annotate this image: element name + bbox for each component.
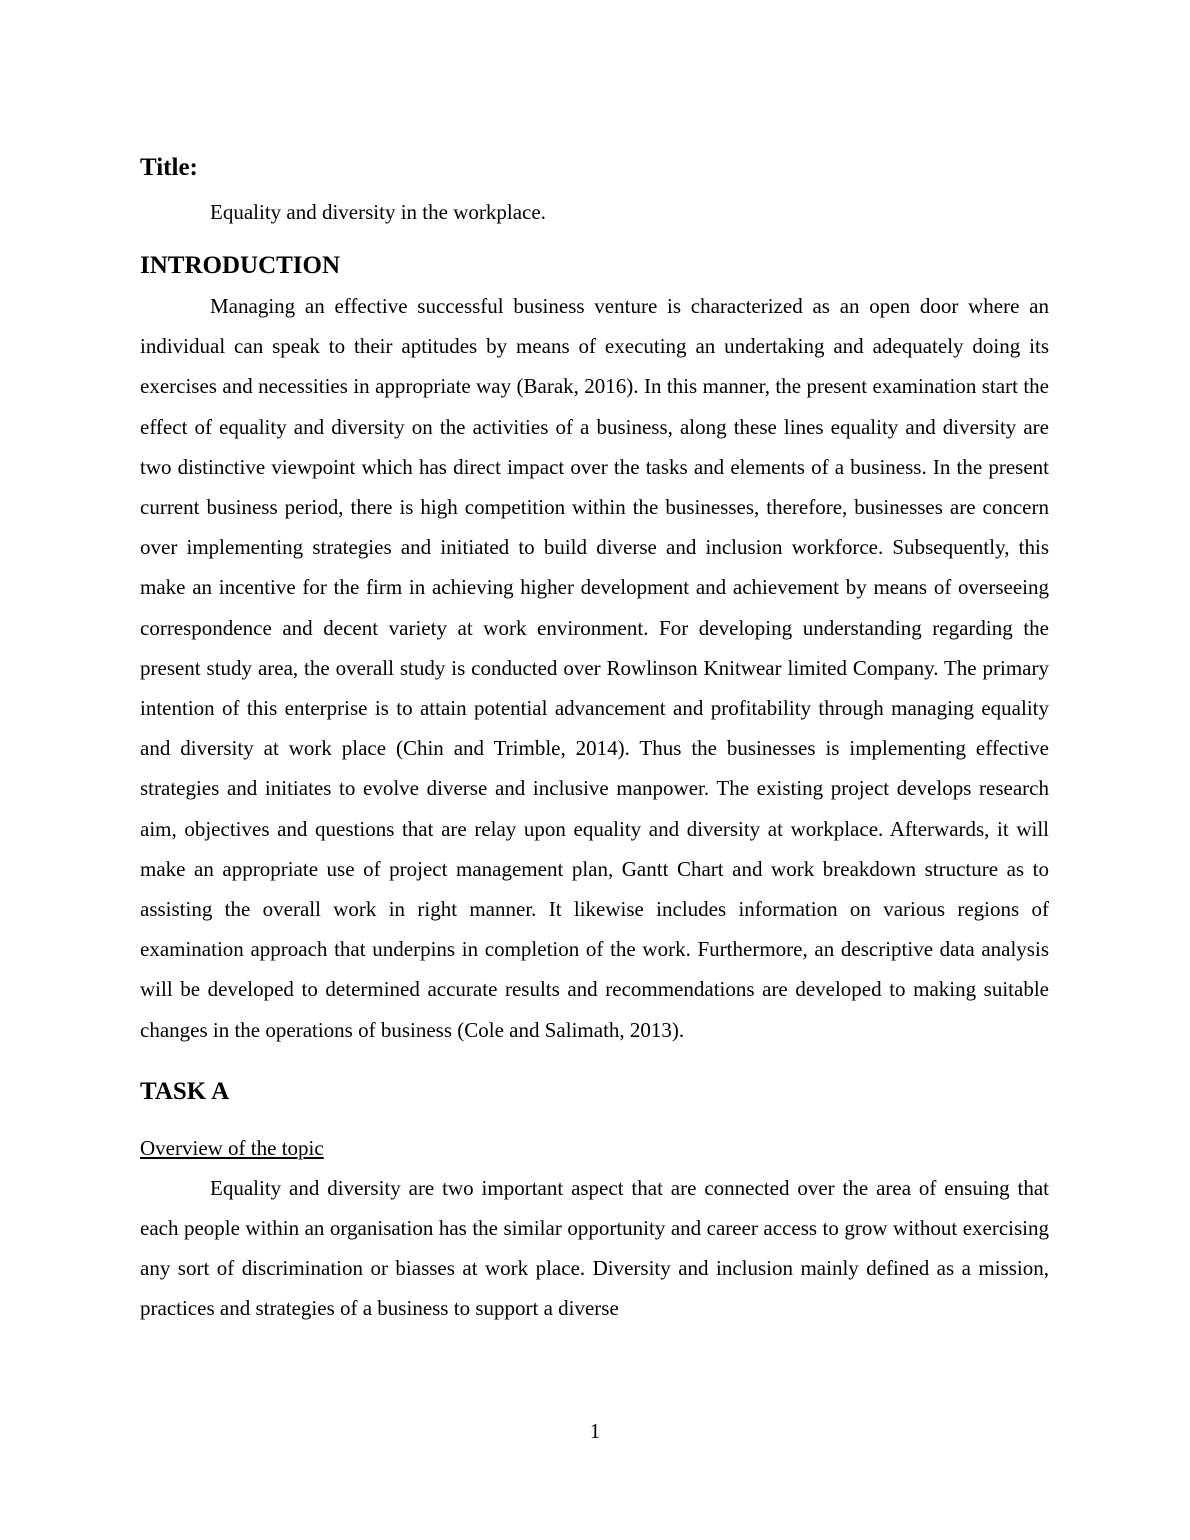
overview-subheading: Overview of the topic bbox=[140, 1135, 324, 1160]
introduction-paragraph: Managing an effective successful business venture is characterized as an open door where an individual can speak to their aptitudes by means of executing an undertaking and adequately doing its exercises and necessities in appropriate way (Barak, 2016). In this manner, the present examination start the effect of equality and diversity on the activities of a business, along these lines equality and diversity are two distinctive viewpoint which has direct impact over the tasks and elements of a business. In the present current business period, there is high competition within the businesses, therefore, businesses are concern over implementing strategies and initiated to build diverse and inclusion workforce. Subsequently, this make an incentive for the firm in achieving higher development and achievement by means of overseeing correspondence and decent variety at work environment. For developing understanding regarding the present study area, the overall study is conducted over Rowlinson Knitwear limited Company. The primary intention of this enterprise is to attain potential advancement and profitability through managing equality and diversity at work place (Chin and Trimble, 2014). Thus the businesses is implementing effective strategies and initiates to evolve diverse and inclusive manpower. The existing project develops research aim, objectives and questions that are relay upon equality and diversity at workplace. Afterwards, it will make an appropriate use of project management plan, Gantt Chart and work breakdown structure as to assisting the overall work in right manner. It likewise includes information on various regions of examination approach that underpins in completion of the work. Furthermore, an descriptive data analysis will be developed to determined accurate results and recommendations are developed to making suitable changes in the operations of business (Cole and Salimath, 2013). bbox=[140, 294, 1049, 1042]
task-a-heading: TASK A bbox=[140, 1077, 230, 1105]
page-content bbox=[140, 148, 1049, 1329]
title-label: Title: bbox=[140, 154, 198, 181]
introduction-heading: INTRODUCTION bbox=[140, 252, 341, 279]
overview-paragraph: Equality and diversity are two important aspect that are connected over the area of ensuing that each people within an organisation has the similar opportunity and career access to grow without exercising any sort of discrimination or biasses at work place. Diversity and inclusion mainly defined as a mission, practices and strategies of a business to support a diverse bbox=[140, 1175, 1049, 1321]
document-title: Equality and diversity in the workplace. bbox=[210, 200, 546, 224]
page-number: 1 bbox=[589, 1419, 601, 1443]
